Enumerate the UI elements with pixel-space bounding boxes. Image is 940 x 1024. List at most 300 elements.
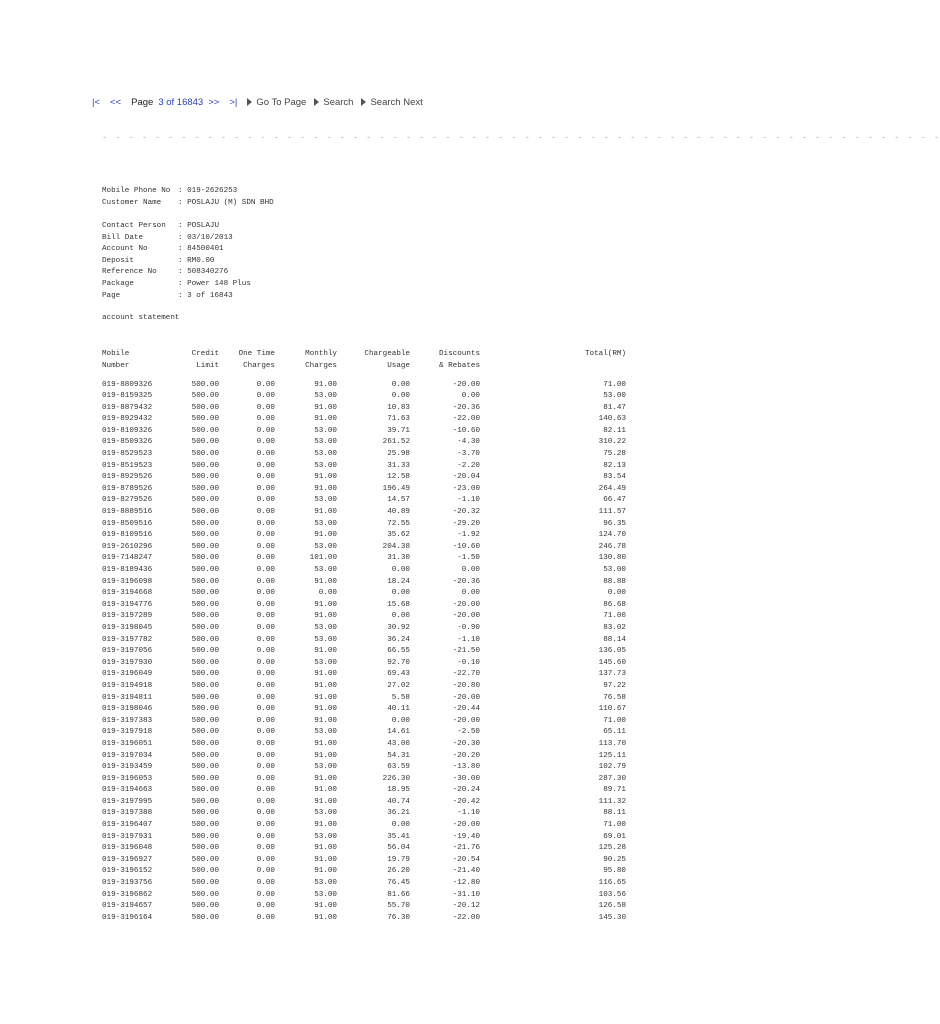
cell-discounts-rebates: -19.40 bbox=[452, 832, 480, 841]
cell-chargeable-usage: 18.24 bbox=[387, 577, 410, 586]
cell-mobile-number: 019-3196049 bbox=[102, 670, 153, 679]
info-line bbox=[102, 221, 251, 233]
cell-total: 103.56 bbox=[598, 890, 626, 899]
cell-monthly-charges: 91.00 bbox=[314, 821, 337, 830]
table-row bbox=[102, 833, 632, 845]
cell-monthly-charges: 53.00 bbox=[314, 450, 337, 459]
cell-credit-limit: 500.00 bbox=[191, 380, 219, 389]
cell-one-time-charges: 0.00 bbox=[256, 647, 275, 656]
table-row bbox=[102, 914, 632, 926]
cell-credit-limit: 500.00 bbox=[191, 577, 219, 586]
cell-monthly-charges: 91.00 bbox=[314, 577, 337, 586]
table-row bbox=[102, 415, 632, 427]
cell-chargeable-usage: 40.11 bbox=[387, 705, 410, 714]
cell-mobile-number: 019-8509516 bbox=[102, 519, 153, 528]
cell-one-time-charges: 0.00 bbox=[256, 531, 275, 540]
cell-monthly-charges: 91.00 bbox=[314, 902, 337, 911]
cell-discounts-rebates: -20.42 bbox=[452, 797, 480, 806]
cell-mobile-number: 019-8929432 bbox=[102, 415, 153, 424]
cell-total: 71.00 bbox=[603, 716, 626, 725]
cell-monthly-charges: 53.00 bbox=[314, 763, 337, 772]
last-page-link[interactable]: >| bbox=[229, 96, 238, 108]
cell-credit-limit: 500.00 bbox=[191, 658, 219, 667]
cell-discounts-rebates: -10.60 bbox=[452, 542, 480, 551]
cell-discounts-rebates: -20.24 bbox=[452, 786, 480, 795]
cell-one-time-charges: 0.00 bbox=[256, 380, 275, 389]
cell-discounts-rebates: -20.36 bbox=[452, 577, 480, 586]
cell-discounts-rebates: -0.90 bbox=[457, 623, 480, 632]
cell-credit-limit: 500.00 bbox=[191, 913, 219, 922]
table-row bbox=[102, 867, 632, 879]
cell-credit-limit: 500.00 bbox=[191, 786, 219, 795]
cell-credit-limit: 500.00 bbox=[191, 531, 219, 540]
cell-chargeable-usage: 25.98 bbox=[387, 450, 410, 459]
cell-mobile-number: 019-3197918 bbox=[102, 728, 153, 737]
cell-monthly-charges: 91.00 bbox=[314, 531, 337, 540]
cell-one-time-charges: 0.00 bbox=[256, 450, 275, 459]
info-value: : 019-2626253 bbox=[178, 187, 238, 195]
cell-mobile-number: 019-7148247 bbox=[102, 554, 153, 563]
cell-total: 130.80 bbox=[598, 554, 626, 563]
cell-monthly-charges: 91.00 bbox=[314, 681, 337, 690]
cell-chargeable-usage: 15.68 bbox=[387, 600, 410, 609]
cell-total: 111.57 bbox=[598, 508, 626, 517]
cell-one-time-charges: 0.00 bbox=[256, 658, 275, 667]
info-label: Reference No bbox=[102, 268, 157, 277]
cell-credit-limit: 500.00 bbox=[191, 566, 219, 574]
cell-one-time-charges: 0.00 bbox=[256, 519, 275, 528]
table-row bbox=[102, 473, 632, 485]
info-label: Mobile Phone No bbox=[102, 187, 171, 195]
cell-discounts-rebates: -12.80 bbox=[452, 879, 480, 888]
table-row bbox=[102, 798, 632, 810]
cell-chargeable-usage: 71.63 bbox=[387, 415, 410, 424]
cell-monthly-charges: 53.00 bbox=[314, 519, 337, 528]
info-label: Deposit bbox=[102, 256, 134, 265]
cell-chargeable-usage: 43.00 bbox=[387, 739, 410, 748]
cell-one-time-charges: 0.00 bbox=[256, 403, 275, 412]
cell-chargeable-usage: 39.71 bbox=[387, 426, 410, 435]
cell-mobile-number: 019-8519523 bbox=[102, 461, 153, 470]
cell-discounts-rebates: -4.30 bbox=[457, 438, 480, 447]
info-value: : 508340276 bbox=[178, 268, 229, 277]
cell-one-time-charges: 0.00 bbox=[256, 902, 275, 911]
cell-discounts-rebates: -1.10 bbox=[457, 635, 480, 644]
cell-one-time-charges: 0.00 bbox=[256, 809, 275, 818]
cell-total: 111.32 bbox=[598, 797, 626, 806]
cell-mobile-number: 019-8809326 bbox=[102, 380, 153, 389]
table-row bbox=[102, 636, 632, 648]
cell-chargeable-usage: 92.70 bbox=[387, 658, 410, 667]
cell-mobile-number: 019-3196927 bbox=[102, 855, 153, 864]
cell-one-time-charges: 0.00 bbox=[256, 913, 275, 922]
cell-chargeable-usage: 36.21 bbox=[387, 809, 410, 818]
cell-discounts-rebates: -30.00 bbox=[452, 774, 480, 783]
cell-mobile-number: 019-3196152 bbox=[102, 867, 153, 876]
account-info bbox=[102, 221, 251, 302]
table-row bbox=[102, 844, 632, 856]
cell-credit-limit: 500.00 bbox=[191, 612, 219, 621]
cell-discounts-rebates: -20.12 bbox=[452, 902, 480, 911]
cell-one-time-charges: 0.00 bbox=[256, 728, 275, 737]
cell-monthly-charges: 91.00 bbox=[314, 600, 337, 609]
cell-total: 71.00 bbox=[603, 612, 626, 621]
cell-chargeable-usage: 10.83 bbox=[387, 403, 410, 412]
table-row bbox=[102, 775, 632, 787]
cell-credit-limit: 500.00 bbox=[191, 693, 219, 702]
search-link[interactable]: Search bbox=[323, 96, 354, 108]
cell-discounts-rebates: -1.50 bbox=[457, 554, 480, 563]
cell-chargeable-usage: 0.00 bbox=[391, 612, 410, 621]
cell-credit-limit: 500.00 bbox=[191, 728, 219, 737]
cell-monthly-charges: 53.00 bbox=[314, 461, 337, 470]
cell-one-time-charges: 0.00 bbox=[256, 473, 275, 482]
cell-mobile-number: 019-3197289 bbox=[102, 612, 153, 621]
cell-monthly-charges: 91.00 bbox=[314, 473, 337, 482]
header-one-time-charges: One Time Charges bbox=[238, 350, 275, 370]
table-row bbox=[102, 763, 632, 775]
cell-credit-limit: 500.00 bbox=[191, 809, 219, 818]
cell-monthly-charges: 91.00 bbox=[314, 380, 337, 389]
cell-credit-limit: 500.00 bbox=[191, 519, 219, 528]
cell-monthly-charges: 53.00 bbox=[314, 658, 337, 667]
table-row bbox=[102, 531, 632, 543]
cell-credit-limit: 500.00 bbox=[191, 774, 219, 783]
cell-credit-limit: 500.00 bbox=[191, 554, 219, 563]
cell-mobile-number: 019-3197782 bbox=[102, 635, 153, 644]
header-mobile-number: Mobile Number bbox=[102, 350, 130, 370]
cell-discounts-rebates: -10.60 bbox=[452, 426, 480, 435]
cell-monthly-charges: 53.00 bbox=[314, 623, 337, 632]
table-row bbox=[102, 717, 632, 729]
cell-mobile-number: 019-8159325 bbox=[102, 392, 153, 401]
cell-one-time-charges: 0.00 bbox=[256, 542, 275, 551]
cell-monthly-charges: 91.00 bbox=[314, 612, 337, 621]
cell-monthly-charges: 91.00 bbox=[314, 751, 337, 760]
cell-discounts-rebates: -1.10 bbox=[457, 496, 480, 505]
cell-credit-limit: 500.00 bbox=[191, 647, 219, 656]
cell-credit-limit: 500.00 bbox=[191, 426, 219, 435]
cell-total: 75.28 bbox=[603, 450, 626, 459]
cell-chargeable-usage: 26.20 bbox=[387, 867, 410, 876]
cell-one-time-charges: 0.00 bbox=[256, 670, 275, 679]
cell-total: 136.05 bbox=[598, 647, 626, 656]
cell-one-time-charges: 0.00 bbox=[256, 890, 275, 899]
cell-mobile-number: 019-3198046 bbox=[102, 705, 153, 714]
cell-discounts-rebates: -3.70 bbox=[457, 450, 480, 459]
info-value: : POSLAJU (M) SDN BHD bbox=[178, 198, 274, 207]
cell-total: 53.00 bbox=[603, 392, 626, 401]
cell-mobile-number: 019-3197931 bbox=[102, 832, 153, 841]
cell-discounts-rebates: -20.00 bbox=[452, 716, 480, 725]
cell-total: 137.73 bbox=[598, 670, 626, 679]
cell-total: 126.58 bbox=[598, 902, 626, 911]
cell-total: 89.71 bbox=[603, 786, 626, 795]
cell-chargeable-usage: 31.30 bbox=[387, 554, 410, 563]
cell-mobile-number: 019-8879432 bbox=[102, 403, 153, 412]
header-credit-limit: Credit Limit bbox=[191, 350, 219, 370]
cell-credit-limit: 500.00 bbox=[191, 879, 219, 888]
cell-discounts-rebates: -21.76 bbox=[452, 844, 480, 853]
cell-one-time-charges: 0.00 bbox=[256, 681, 275, 690]
table-row bbox=[102, 647, 632, 659]
cell-monthly-charges: 53.00 bbox=[314, 890, 337, 899]
cell-monthly-charges: 91.00 bbox=[314, 786, 337, 795]
cell-one-time-charges: 0.00 bbox=[256, 589, 275, 598]
cell-chargeable-usage: 81.66 bbox=[387, 890, 410, 899]
info-label: Contact Person bbox=[102, 222, 166, 230]
table-row bbox=[102, 659, 632, 671]
cell-mobile-number: 019-3194668 bbox=[102, 589, 153, 598]
cell-total: 71.00 bbox=[603, 380, 626, 389]
cell-discounts-rebates: -20.00 bbox=[452, 600, 480, 609]
cell-mobile-number: 019-3194811 bbox=[102, 693, 153, 702]
cell-monthly-charges: 91.00 bbox=[314, 693, 337, 702]
cell-monthly-charges: 101.00 bbox=[309, 554, 337, 563]
cell-chargeable-usage: 54.31 bbox=[387, 751, 410, 760]
cell-credit-limit: 500.00 bbox=[191, 705, 219, 714]
cell-one-time-charges: 0.00 bbox=[256, 879, 275, 888]
pager-toolbar bbox=[92, 96, 423, 108]
page-label: Page bbox=[131, 96, 154, 108]
cell-discounts-rebates: -20.00 bbox=[452, 612, 480, 621]
cell-mobile-number: 019-8889516 bbox=[102, 508, 153, 517]
cell-chargeable-usage: 12.58 bbox=[387, 473, 410, 482]
cell-total: 95.80 bbox=[603, 867, 626, 876]
table-row bbox=[102, 670, 632, 682]
cell-mobile-number: 019-3196053 bbox=[102, 774, 153, 783]
cell-one-time-charges: 0.00 bbox=[256, 635, 275, 644]
cell-chargeable-usage: 31.33 bbox=[387, 461, 410, 470]
cell-total: 0.00 bbox=[607, 589, 626, 598]
cell-one-time-charges: 0.00 bbox=[256, 600, 275, 609]
cell-chargeable-usage: 56.04 bbox=[387, 844, 410, 853]
cell-discounts-rebates: -1.92 bbox=[457, 531, 480, 540]
cell-monthly-charges: 53.00 bbox=[314, 879, 337, 888]
cell-monthly-charges: 53.00 bbox=[314, 832, 337, 841]
cell-chargeable-usage: 0.00 bbox=[391, 380, 410, 389]
cell-one-time-charges: 0.00 bbox=[256, 855, 275, 864]
table-row bbox=[102, 485, 632, 497]
table-row bbox=[102, 381, 632, 393]
next-page-link[interactable]: >> bbox=[208, 96, 220, 108]
statement-title: account statement bbox=[102, 314, 180, 322]
cell-one-time-charges: 0.00 bbox=[256, 774, 275, 783]
cell-mobile-number: 019-8109516 bbox=[102, 531, 153, 540]
cell-chargeable-usage: 196.49 bbox=[382, 484, 410, 493]
cell-credit-limit: 500.00 bbox=[191, 438, 219, 447]
cell-mobile-number: 019-3193756 bbox=[102, 879, 153, 888]
cell-credit-limit: 500.00 bbox=[191, 484, 219, 493]
table-row bbox=[102, 589, 632, 601]
cell-discounts-rebates: -20.00 bbox=[452, 821, 480, 830]
cell-chargeable-usage: 0.00 bbox=[391, 589, 410, 598]
info-value: : POSLAJU bbox=[178, 222, 220, 230]
cell-discounts-rebates: -20.36 bbox=[452, 403, 480, 412]
info-value: : 84500401 bbox=[178, 245, 224, 254]
cell-total: 69.01 bbox=[603, 832, 626, 841]
table-row bbox=[102, 392, 632, 404]
cell-mobile-number: 019-3194918 bbox=[102, 681, 153, 690]
play-arrow-icon bbox=[314, 98, 319, 106]
cell-chargeable-usage: 76.30 bbox=[387, 913, 410, 922]
info-line bbox=[102, 186, 274, 198]
cell-one-time-charges: 0.00 bbox=[256, 832, 275, 841]
table-row bbox=[102, 752, 632, 764]
cell-credit-limit: 500.00 bbox=[191, 763, 219, 772]
cell-chargeable-usage: 36.24 bbox=[387, 635, 410, 644]
cell-total: 90.25 bbox=[603, 855, 626, 864]
cell-credit-limit: 500.00 bbox=[191, 867, 219, 876]
cell-mobile-number: 019-3197034 bbox=[102, 751, 153, 760]
cell-credit-limit: 500.00 bbox=[191, 902, 219, 911]
table-row bbox=[102, 740, 632, 752]
cell-credit-limit: 500.00 bbox=[191, 670, 219, 679]
cell-credit-limit: 500.00 bbox=[191, 392, 219, 401]
cell-monthly-charges: 53.00 bbox=[314, 635, 337, 644]
cell-mobile-number: 019-8929526 bbox=[102, 473, 153, 482]
cell-discounts-rebates: -21.50 bbox=[452, 647, 480, 656]
cell-credit-limit: 500.00 bbox=[191, 890, 219, 899]
cell-chargeable-usage: 27.02 bbox=[387, 681, 410, 690]
cell-total: 145.30 bbox=[598, 913, 626, 922]
cell-one-time-charges: 0.00 bbox=[256, 438, 275, 447]
cell-monthly-charges: 91.00 bbox=[314, 867, 337, 876]
cell-chargeable-usage: 0.00 bbox=[391, 566, 410, 574]
table-row bbox=[102, 612, 632, 624]
cell-total: 124.70 bbox=[598, 531, 626, 540]
cell-discounts-rebates: -20.32 bbox=[452, 508, 480, 517]
cell-one-time-charges: 0.00 bbox=[256, 554, 275, 563]
cell-one-time-charges: 0.00 bbox=[256, 763, 275, 772]
cell-one-time-charges: 0.00 bbox=[256, 577, 275, 586]
cell-monthly-charges: 91.00 bbox=[314, 415, 337, 424]
cell-credit-limit: 500.00 bbox=[191, 797, 219, 806]
cell-monthly-charges: 91.00 bbox=[314, 739, 337, 748]
info-label: Bill Date bbox=[102, 233, 144, 242]
cell-chargeable-usage: 76.45 bbox=[387, 879, 410, 888]
info-line bbox=[102, 256, 251, 268]
cell-discounts-rebates: -20.44 bbox=[452, 705, 480, 714]
info-value: : Power 148 Plus bbox=[178, 279, 251, 288]
info-label: Page bbox=[102, 291, 121, 300]
go-to-page-link[interactable]: Go To Page bbox=[256, 96, 307, 108]
cell-monthly-charges: 91.00 bbox=[314, 716, 337, 725]
cell-discounts-rebates: -1.10 bbox=[457, 809, 480, 818]
first-page-link[interactable]: |< bbox=[92, 96, 101, 108]
cell-discounts-rebates: -0.10 bbox=[457, 658, 480, 667]
cell-discounts-rebates: -22.70 bbox=[452, 670, 480, 679]
cell-chargeable-usage: 69.43 bbox=[387, 670, 410, 679]
cell-total: 102.79 bbox=[598, 763, 626, 772]
header-total: Total(RM) bbox=[584, 350, 626, 358]
cell-mobile-number: 019-8279526 bbox=[102, 496, 153, 505]
cell-credit-limit: 500.00 bbox=[191, 415, 219, 424]
search-next-link[interactable]: Search Next bbox=[370, 96, 423, 108]
table-row bbox=[102, 902, 632, 914]
cell-total: 81.47 bbox=[603, 403, 626, 412]
table-row bbox=[102, 554, 632, 566]
cell-one-time-charges: 0.00 bbox=[256, 496, 275, 505]
info-label: Account No bbox=[102, 245, 148, 254]
prev-page-link[interactable]: << bbox=[110, 96, 122, 108]
cell-monthly-charges: 53.00 bbox=[314, 728, 337, 737]
cell-total: 96.35 bbox=[603, 519, 626, 528]
cell-one-time-charges: 0.00 bbox=[256, 751, 275, 760]
cell-total: 125.28 bbox=[598, 844, 626, 853]
cell-chargeable-usage: 0.00 bbox=[391, 821, 410, 830]
cell-total: 116.65 bbox=[598, 879, 626, 888]
info-label: Customer Name bbox=[102, 198, 162, 207]
cell-discounts-rebates: -2.20 bbox=[457, 461, 480, 470]
cell-mobile-number: 019-3196407 bbox=[102, 821, 153, 830]
cell-monthly-charges: 91.00 bbox=[314, 797, 337, 806]
table-row bbox=[102, 578, 632, 590]
info-line bbox=[102, 233, 251, 245]
cell-mobile-number: 019-3196048 bbox=[102, 844, 153, 853]
cell-total: 76.58 bbox=[603, 693, 626, 702]
cell-discounts-rebates: -20.00 bbox=[452, 380, 480, 389]
cell-chargeable-usage: 35.62 bbox=[387, 531, 410, 540]
cell-credit-limit: 500.00 bbox=[191, 844, 219, 853]
cell-discounts-rebates: -20.30 bbox=[452, 739, 480, 748]
cell-mobile-number: 019-8509326 bbox=[102, 438, 153, 447]
table-header bbox=[102, 349, 632, 373]
cell-discounts-rebates: -22.00 bbox=[452, 913, 480, 922]
cell-discounts-rebates: -21.40 bbox=[452, 867, 480, 876]
cell-credit-limit: 500.00 bbox=[191, 855, 219, 864]
play-arrow-icon bbox=[361, 98, 366, 106]
cell-total: 53.00 bbox=[603, 566, 626, 574]
cell-total: 82.13 bbox=[603, 461, 626, 470]
cell-total: 88.11 bbox=[603, 809, 626, 818]
cell-discounts-rebates: -29.20 bbox=[452, 519, 480, 528]
cell-total: 82.11 bbox=[603, 426, 626, 435]
cell-chargeable-usage: 0.00 bbox=[391, 392, 410, 401]
cell-mobile-number: 019-3194776 bbox=[102, 600, 153, 609]
cell-total: 66.47 bbox=[603, 496, 626, 505]
cell-discounts-rebates: -22.00 bbox=[452, 415, 480, 424]
cell-one-time-charges: 0.00 bbox=[256, 693, 275, 702]
cell-credit-limit: 500.00 bbox=[191, 821, 219, 830]
cell-one-time-charges: 0.00 bbox=[256, 612, 275, 621]
cell-total: 264.49 bbox=[598, 484, 626, 493]
header-discounts-rebates: Discounts & Rebates bbox=[438, 350, 480, 370]
cell-chargeable-usage: 204.38 bbox=[382, 542, 410, 551]
table-row bbox=[102, 427, 632, 439]
info-line bbox=[102, 244, 251, 256]
cell-mobile-number: 019-8529523 bbox=[102, 450, 153, 459]
cell-credit-limit: 500.00 bbox=[191, 635, 219, 644]
table-row bbox=[102, 450, 632, 462]
cell-credit-limit: 500.00 bbox=[191, 450, 219, 459]
cell-one-time-charges: 0.00 bbox=[256, 821, 275, 830]
cell-one-time-charges: 0.00 bbox=[256, 867, 275, 876]
account-statement-table bbox=[102, 349, 632, 925]
table-row bbox=[102, 694, 632, 706]
cell-total: 71.00 bbox=[603, 821, 626, 830]
table-row bbox=[102, 601, 632, 613]
cell-mobile-number: 019-3194657 bbox=[102, 902, 153, 911]
cell-mobile-number: 019-8789526 bbox=[102, 484, 153, 493]
cell-credit-limit: 500.00 bbox=[191, 623, 219, 632]
info-line bbox=[102, 279, 251, 291]
cell-discounts-rebates: -23.00 bbox=[452, 484, 480, 493]
cell-chargeable-usage: 19.79 bbox=[387, 855, 410, 864]
cell-discounts-rebates: -13.80 bbox=[452, 763, 480, 772]
cell-credit-limit: 500.00 bbox=[191, 716, 219, 725]
cell-one-time-charges: 0.00 bbox=[256, 716, 275, 725]
